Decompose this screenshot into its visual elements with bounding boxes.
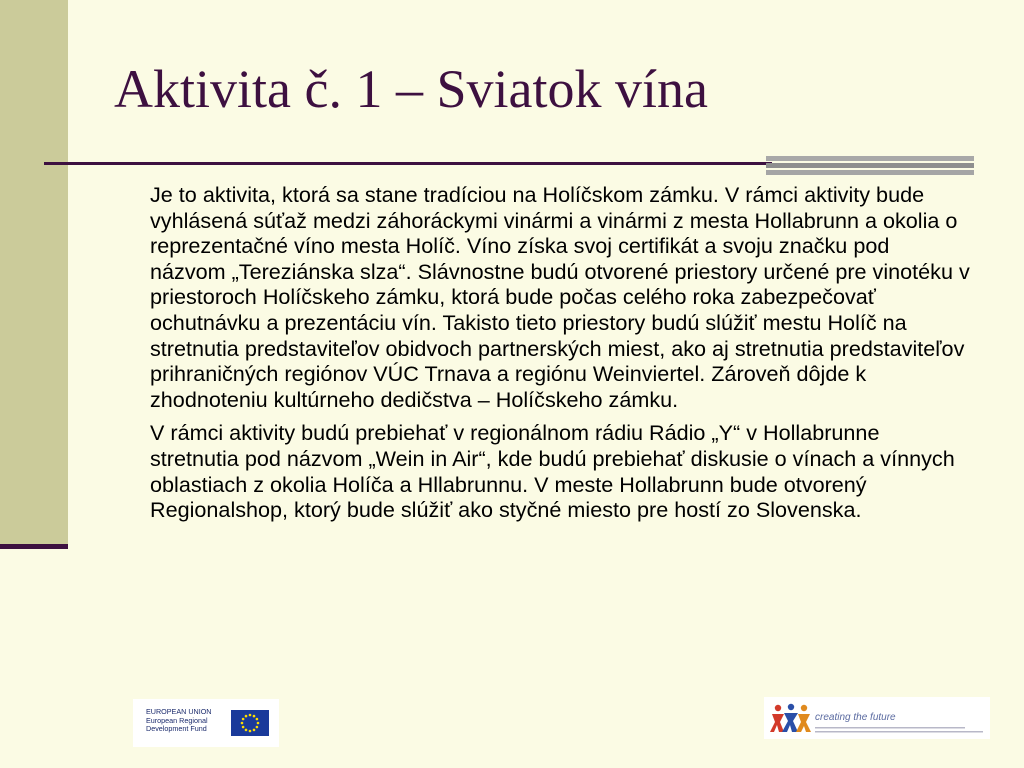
slide-title: Aktivita č. 1 – Sviatok vína — [114, 59, 708, 119]
decorative-grey-bars — [766, 156, 974, 177]
eu-logo-line: European Regional — [146, 715, 208, 725]
eu-logo-line: Development Fund — [146, 724, 207, 734]
grey-bar — [766, 156, 974, 161]
slide-body — [150, 182, 970, 531]
sidebar-accent-line — [0, 544, 68, 549]
grey-bar — [766, 170, 974, 175]
sidebar-decoration — [0, 0, 68, 546]
creating-the-future-logo — [764, 697, 990, 739]
title-divider — [44, 162, 772, 165]
eu-logo-text — [146, 708, 212, 734]
eu-logo-line: EUROPEAN UNION — [146, 707, 212, 716]
people-figures-icon — [770, 702, 812, 734]
eu-erdf-logo — [133, 699, 279, 747]
eu-flag-icon — [231, 710, 269, 736]
paragraph-1: Je to aktivita, ktorá sa stane tradíciou na Holíčskom zámku. V rámci aktivity bude vyhlásená súťaž medzi záhoráckymi vinármi a vinármi z mesta Hollabrunn a okolia o reprezentačné víno mesta Holíč. Víno získa svoj certifikát a svoju značku pod názvom „Tereziánska slza“. Slávnostne budú otvorené priestory určené pre vinotéku v priestoroch Holíčskeho zámku, ktorá bude počas celého roka zabezpečovať ochutnávku a prezentáciu vín. Takisto tieto priestory budú slúžiť mestu Holíč na stretnutia predstaviteľov obidvoch partnerských miest, ako aj stretnutia predstaviteľov prihraničných regiónov VÚC Trnava a regiónu Weinviertel. Zároveň dôjde k zhodnoteniu kultúrneho dedičstva – Holíčskeho zámku. — [150, 182, 970, 412]
grey-bar — [766, 163, 974, 168]
paragraph-2: V rámci aktivity budú prebiehať v regionálnom rádiu Rádio „Y“ v Hollabrunne stretnutia pod názvom „Wein in Air“, kde budú prebiehať diskusie o vínach a vínnych oblastiach z okolia Holíča a Hllabrunnu. V meste Hollabrunn bude otvorený Regionalshop, ktorý bude slúžiť ako styčné miesto pre hostí zo Slovenska. — [150, 420, 955, 523]
ctf-tagline: creating the future — [815, 712, 896, 723]
logo-fine-print — [815, 726, 987, 735]
